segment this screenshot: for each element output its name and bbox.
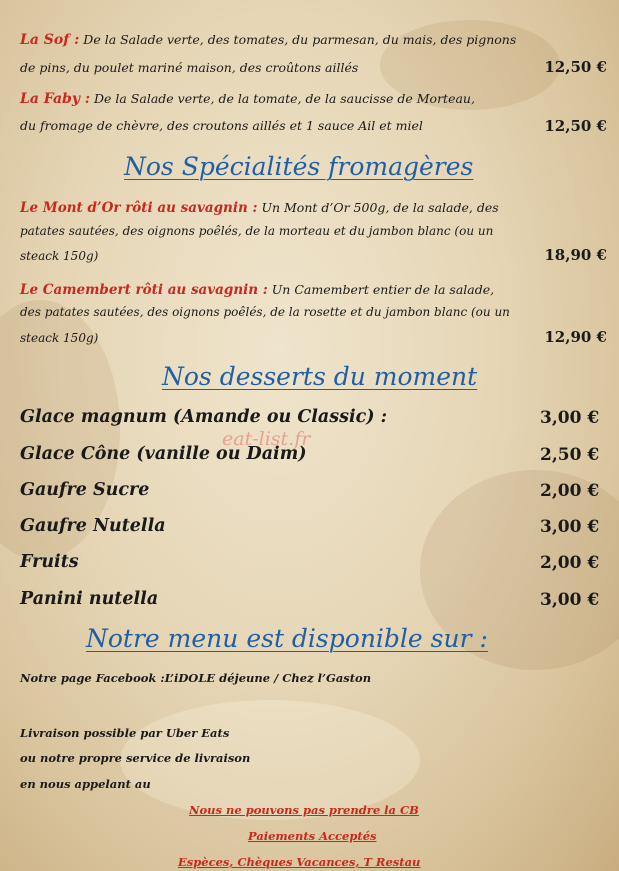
dessert-price: 3,00 € xyxy=(540,517,600,537)
delivery-own: ou notre propre service de livraison xyxy=(20,751,251,765)
camembert-desc1: Un Camembert entier de la salade, xyxy=(271,282,495,297)
salad-faby-desc1: De la Salade verte, de la tomate, de la saucisse de Morteau, xyxy=(93,91,475,106)
camembert-price: 12,90 € xyxy=(544,328,607,346)
dessert-price: 3,00 € xyxy=(540,408,600,428)
camembert-line1 xyxy=(20,282,494,298)
mont-dor-price: 18,90 € xyxy=(544,246,607,264)
dessert-price: 2,00 € xyxy=(540,553,600,573)
camembert-desc3: steack 150g) xyxy=(20,331,99,345)
camembert-name: Le Camembert rôti au savagnin : xyxy=(20,282,268,298)
salad-sof-desc2: de pins, du poulet mariné maison, des croûtons aillés xyxy=(20,60,359,75)
no-card-note: Nous ne pouvons pas prendre la CB xyxy=(189,803,419,817)
mont-dor-desc3: steack 150g) xyxy=(20,249,99,263)
mont-dor-name: Le Mont d’Or rôti au savagnin : xyxy=(20,200,258,216)
mont-dor-desc2: patates sautées, des oignons poêlés, de la morteau et du jambon blanc (ou un xyxy=(20,224,494,238)
salad-faby-line1 xyxy=(20,91,475,107)
availability-heading: Notre menu est disponible sur : xyxy=(86,624,488,653)
dessert-name: Panini nutella xyxy=(20,589,159,609)
facebook-page: Notre page Facebook :L’iDOLE déjeune / Chez l’Gaston xyxy=(20,671,372,685)
salad-faby-desc2: du fromage de chèvre, des croutons aillés et 1 sauce Ail et miel xyxy=(20,118,423,133)
salad-sof-desc1: De la Salade verte, des tomates, du parmesan, du mais, des pignons xyxy=(83,32,517,47)
salad-sof-line1 xyxy=(20,32,516,48)
dessert-price: 2,00 € xyxy=(540,481,600,501)
salad-faby-price: 12,50 € xyxy=(544,117,607,135)
cheese-heading: Nos Spécialités fromagères xyxy=(124,152,474,181)
payments-accepted: Paiements Acceptés xyxy=(248,829,377,843)
watermark: eat-list.fr xyxy=(222,428,311,450)
dessert-name: Gaufre Nutella xyxy=(20,516,166,536)
mont-dor-line1 xyxy=(20,200,499,216)
payment-methods: Espèces, Chèques Vacances, T Restau xyxy=(178,855,421,869)
desserts-heading: Nos desserts du moment xyxy=(162,362,478,391)
mont-dor-desc1: Un Mont d’Or 500g, de la salade, des xyxy=(261,200,499,215)
salad-faby-name: La Faby : xyxy=(20,91,90,107)
dessert-price: 2,50 € xyxy=(540,445,600,465)
dessert-name: Glace magnum (Amande ou Classic) : xyxy=(20,407,388,427)
camembert-desc2: des patates sautées, des oignons poêlés, de la rosette et du jambon blanc (ou un xyxy=(20,305,510,319)
delivery-uber: Livraison possible par Uber Eats xyxy=(20,726,230,740)
dessert-name: Gaufre Sucre xyxy=(20,480,150,500)
dessert-price: 3,00 € xyxy=(540,590,600,610)
delivery-phone: en nous appelant au xyxy=(20,777,151,791)
salad-sof-price: 12,50 € xyxy=(544,58,607,76)
dessert-name: Glace Cône (vanille ou Daim) xyxy=(20,444,307,464)
salad-sof-name: La Sof : xyxy=(20,32,80,48)
dessert-name: Fruits xyxy=(20,552,79,572)
